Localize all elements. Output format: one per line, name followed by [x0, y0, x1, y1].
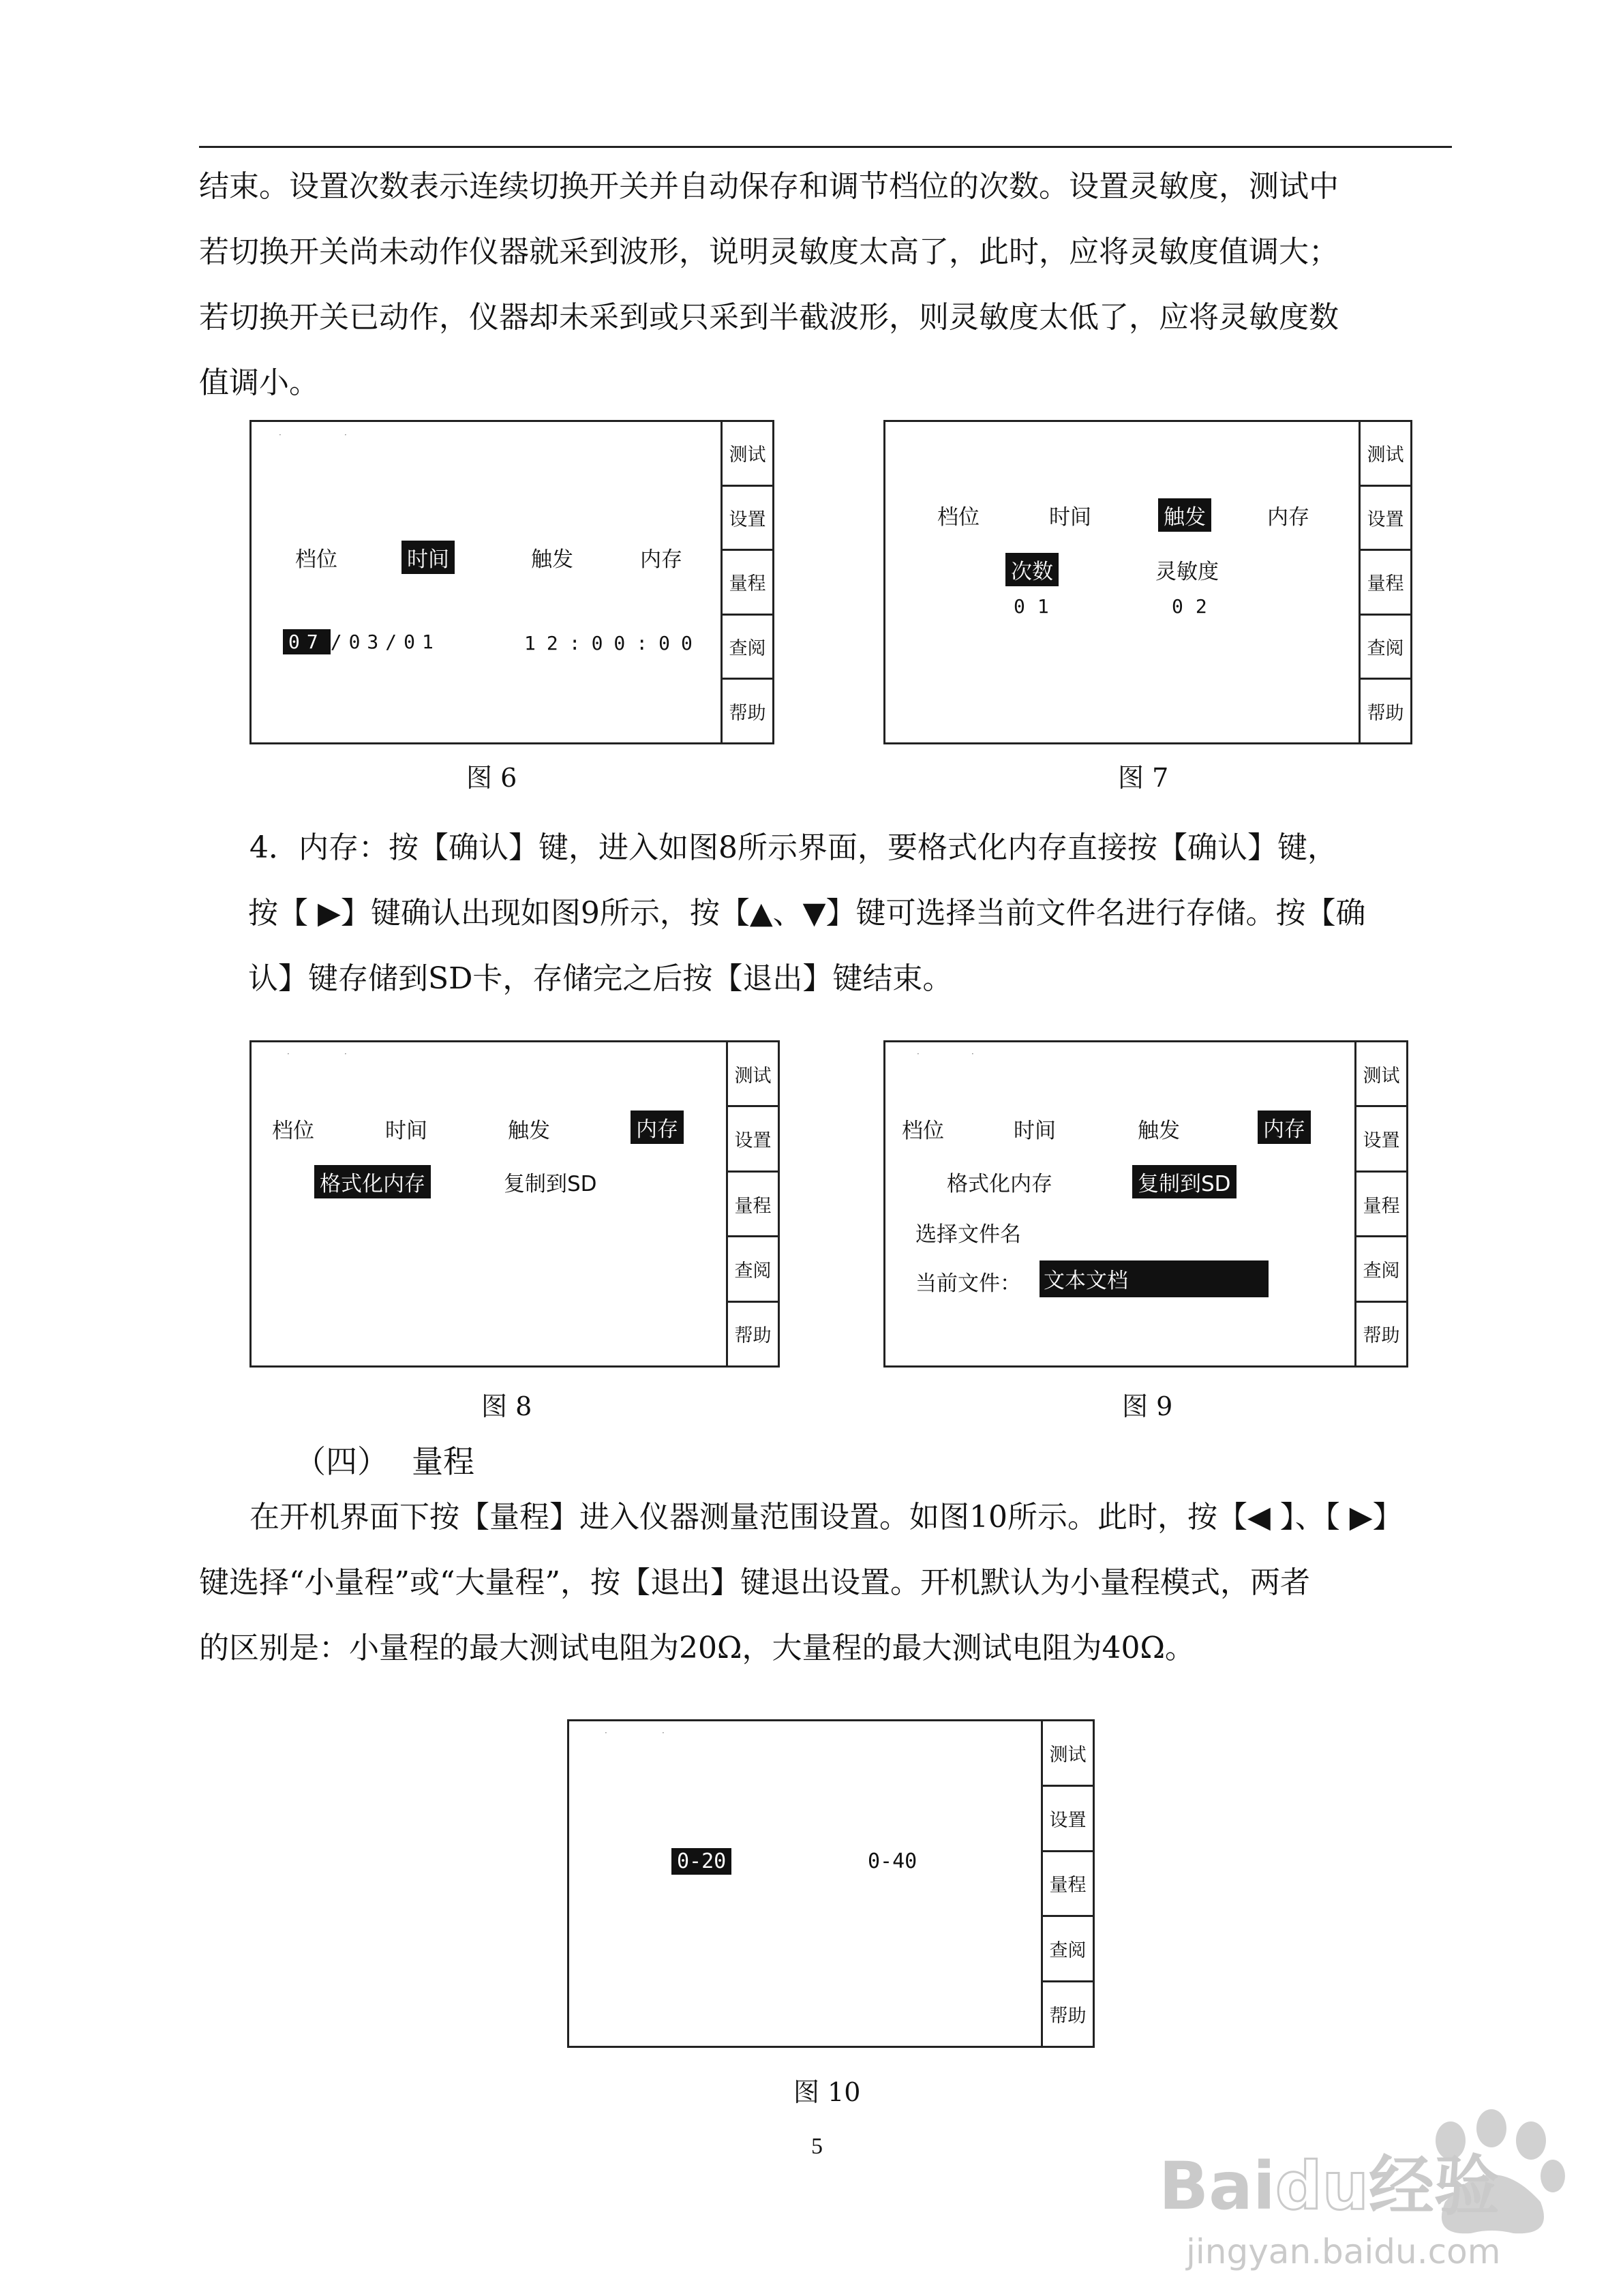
tab-trigger[interactable]: 触发 [1138, 1119, 1180, 1143]
date-year-selected[interactable]: 07 [283, 629, 331, 654]
menu-help[interactable]: 帮助 [1049, 2006, 1087, 2027]
range-large-option[interactable]: 0-40 [868, 1849, 917, 1873]
menu-help[interactable]: 帮助 [734, 1325, 772, 1347]
menu-help[interactable]: 帮助 [1367, 702, 1404, 724]
menu-test[interactable]: 测试 [728, 1042, 778, 1107]
figure-10-screen [567, 1719, 1095, 2048]
format-memory-option[interactable]: 格式化内存 [314, 1165, 431, 1198]
menu-help[interactable]: 帮助 [1363, 1325, 1400, 1347]
figure-6-screen [249, 420, 774, 744]
format-memory-option[interactable]: 格式化内存 [947, 1172, 1052, 1196]
menu-settings[interactable]: 设置 [1361, 487, 1410, 552]
tab-gear[interactable]: 档位 [937, 505, 980, 530]
speck: · [287, 1049, 290, 1059]
copy-to-sd-option[interactable]: 复制到SD [504, 1172, 597, 1196]
tab-memory[interactable]: 内存 [631, 1111, 684, 1144]
watermark-brand: Baidu经验 [1159, 2148, 1500, 2224]
figure-7-caption: 图 7 [1118, 763, 1169, 793]
figure-7-screen [883, 420, 1412, 744]
paragraph-sensitivity: 结束。设置次数表示连续切换开关并自动保存和调节档位的次数。设置灵敏度，测试中 若切换开关尚未动作仪器就采到波形，说明灵敏度太高了，此时，应将灵敏度值调大； 若切换开关已动作，仪器却未采到或只采到半截波形，则灵敏度太低了，应将灵敏度数 值调小。 [199, 169, 1339, 400]
tab-time[interactable]: 时间 [385, 1119, 427, 1143]
menu-review[interactable]: 查阅 [1361, 616, 1410, 680]
menu-review[interactable]: 查阅 [1356, 1237, 1406, 1302]
menu-settings[interactable]: 设置 [723, 487, 772, 552]
tab-time[interactable]: 时间 [401, 541, 455, 574]
menu-test[interactable]: 测试 [1361, 422, 1410, 487]
speck: · [344, 430, 347, 440]
menu-test[interactable]: 测试 [1356, 1042, 1406, 1107]
side-menu [1359, 422, 1410, 742]
tab-gear[interactable]: 档位 [295, 547, 337, 572]
tab-gear[interactable]: 档位 [902, 1119, 944, 1143]
menu-test[interactable]: 测试 [1043, 1721, 1093, 1787]
menu-settings[interactable]: 设置 [1043, 1787, 1093, 1852]
figure-9-caption: 图 9 [1122, 1391, 1173, 1421]
copy-to-sd-option[interactable]: 复制到SD [1132, 1165, 1237, 1198]
header-rule [199, 146, 1452, 148]
figure-8-screen [249, 1040, 780, 1368]
menu-settings[interactable]: 设置 [1356, 1107, 1406, 1172]
tab-trigger[interactable]: 触发 [508, 1119, 550, 1143]
menu-range[interactable]: 量程 [1043, 1852, 1093, 1918]
speck: · [662, 1728, 665, 1738]
date-rest: /03/01 [330, 631, 440, 653]
range-small-option[interactable]: 0-20 [671, 1848, 731, 1875]
menu-test[interactable]: 测试 [723, 422, 772, 487]
paragraph-memory: 4．内存：按【确认】键，进入如图8所示界面，要格式化内存直接按【确认】键， 按【 ▶】键确认出现如图9所示，按【▲、▼】键可选择当前文件名进行存储。按【确 认】键存储到SD卡，存储完之后按【退出】键结束。 [248, 830, 1366, 996]
side-menu [726, 1042, 778, 1365]
paw-toe-icon [1541, 2160, 1565, 2192]
menu-review[interactable]: 查阅 [728, 1237, 778, 1302]
menu-review[interactable]: 查阅 [723, 616, 772, 680]
sensitivity-value[interactable]: 02 [1172, 595, 1219, 618]
side-menu [721, 422, 772, 742]
choose-filename-label: 选择文件名 [915, 1222, 1021, 1247]
date-field[interactable] [283, 631, 440, 653]
section-heading: （四） 量程 [294, 1443, 474, 1480]
figure-8-caption: 图 8 [481, 1391, 532, 1421]
tab-time[interactable]: 时间 [1049, 505, 1091, 530]
paw-toe-icon [1516, 2121, 1546, 2160]
menu-help[interactable]: 帮助 [729, 702, 766, 724]
menu-range[interactable]: 量程 [1361, 551, 1410, 616]
menu-review[interactable]: 查阅 [1043, 1917, 1093, 1982]
tab-memory[interactable]: 内存 [1267, 505, 1309, 530]
speck: · [344, 1049, 347, 1059]
current-file-input[interactable]: 文本文档 [1040, 1260, 1269, 1297]
menu-settings[interactable]: 设置 [728, 1107, 778, 1172]
figure-6-caption: 图 6 [466, 763, 517, 793]
menu-range[interactable]: 量程 [723, 551, 772, 616]
tab-memory[interactable]: 内存 [1258, 1111, 1311, 1144]
tab-gear[interactable]: 档位 [272, 1119, 314, 1143]
menu-range[interactable]: 量程 [1356, 1173, 1406, 1237]
speck: · [971, 1049, 974, 1059]
tab-time[interactable]: 时间 [1014, 1119, 1056, 1143]
time-field[interactable]: 12:00:00 [524, 632, 703, 654]
tab-trigger[interactable]: 触发 [1158, 498, 1211, 532]
paw-toe-icon [1476, 2109, 1506, 2147]
sensitivity-label[interactable]: 灵敏度 [1155, 560, 1219, 584]
side-menu [1041, 1721, 1093, 2046]
speck: · [917, 1049, 920, 1059]
speck: · [605, 1728, 607, 1738]
current-file-label: 当前文件： [915, 1271, 1021, 1296]
menu-range[interactable]: 量程 [728, 1173, 778, 1237]
speck: · [279, 430, 282, 440]
page-number: 5 [811, 2134, 823, 2159]
count-value[interactable]: 01 [1014, 595, 1061, 618]
count-label[interactable]: 次数 [1005, 553, 1059, 586]
tab-trigger[interactable]: 触发 [531, 547, 573, 572]
baidu-jingyan-watermark [1145, 2100, 1609, 2284]
watermark-url: jingyan.baidu.com [1186, 2232, 1501, 2271]
paragraph-range: 在开机界面下按【量程】进入仪器测量范围设置。如图10所示。此时，按【◀ 】、【 ▶】 键选择“小量程”或“大量程”，按【退出】键退出设置。开机默认为小量程模式，两者 的区别是：小量程的最大测试电阻为20Ω，大量程的最大测试电阻为40Ω。 [199, 1500, 1403, 1665]
side-menu [1354, 1042, 1406, 1365]
figure-9-screen [883, 1040, 1408, 1368]
tab-memory[interactable]: 内存 [640, 547, 682, 572]
figure-10-caption: 图 10 [793, 2077, 861, 2107]
